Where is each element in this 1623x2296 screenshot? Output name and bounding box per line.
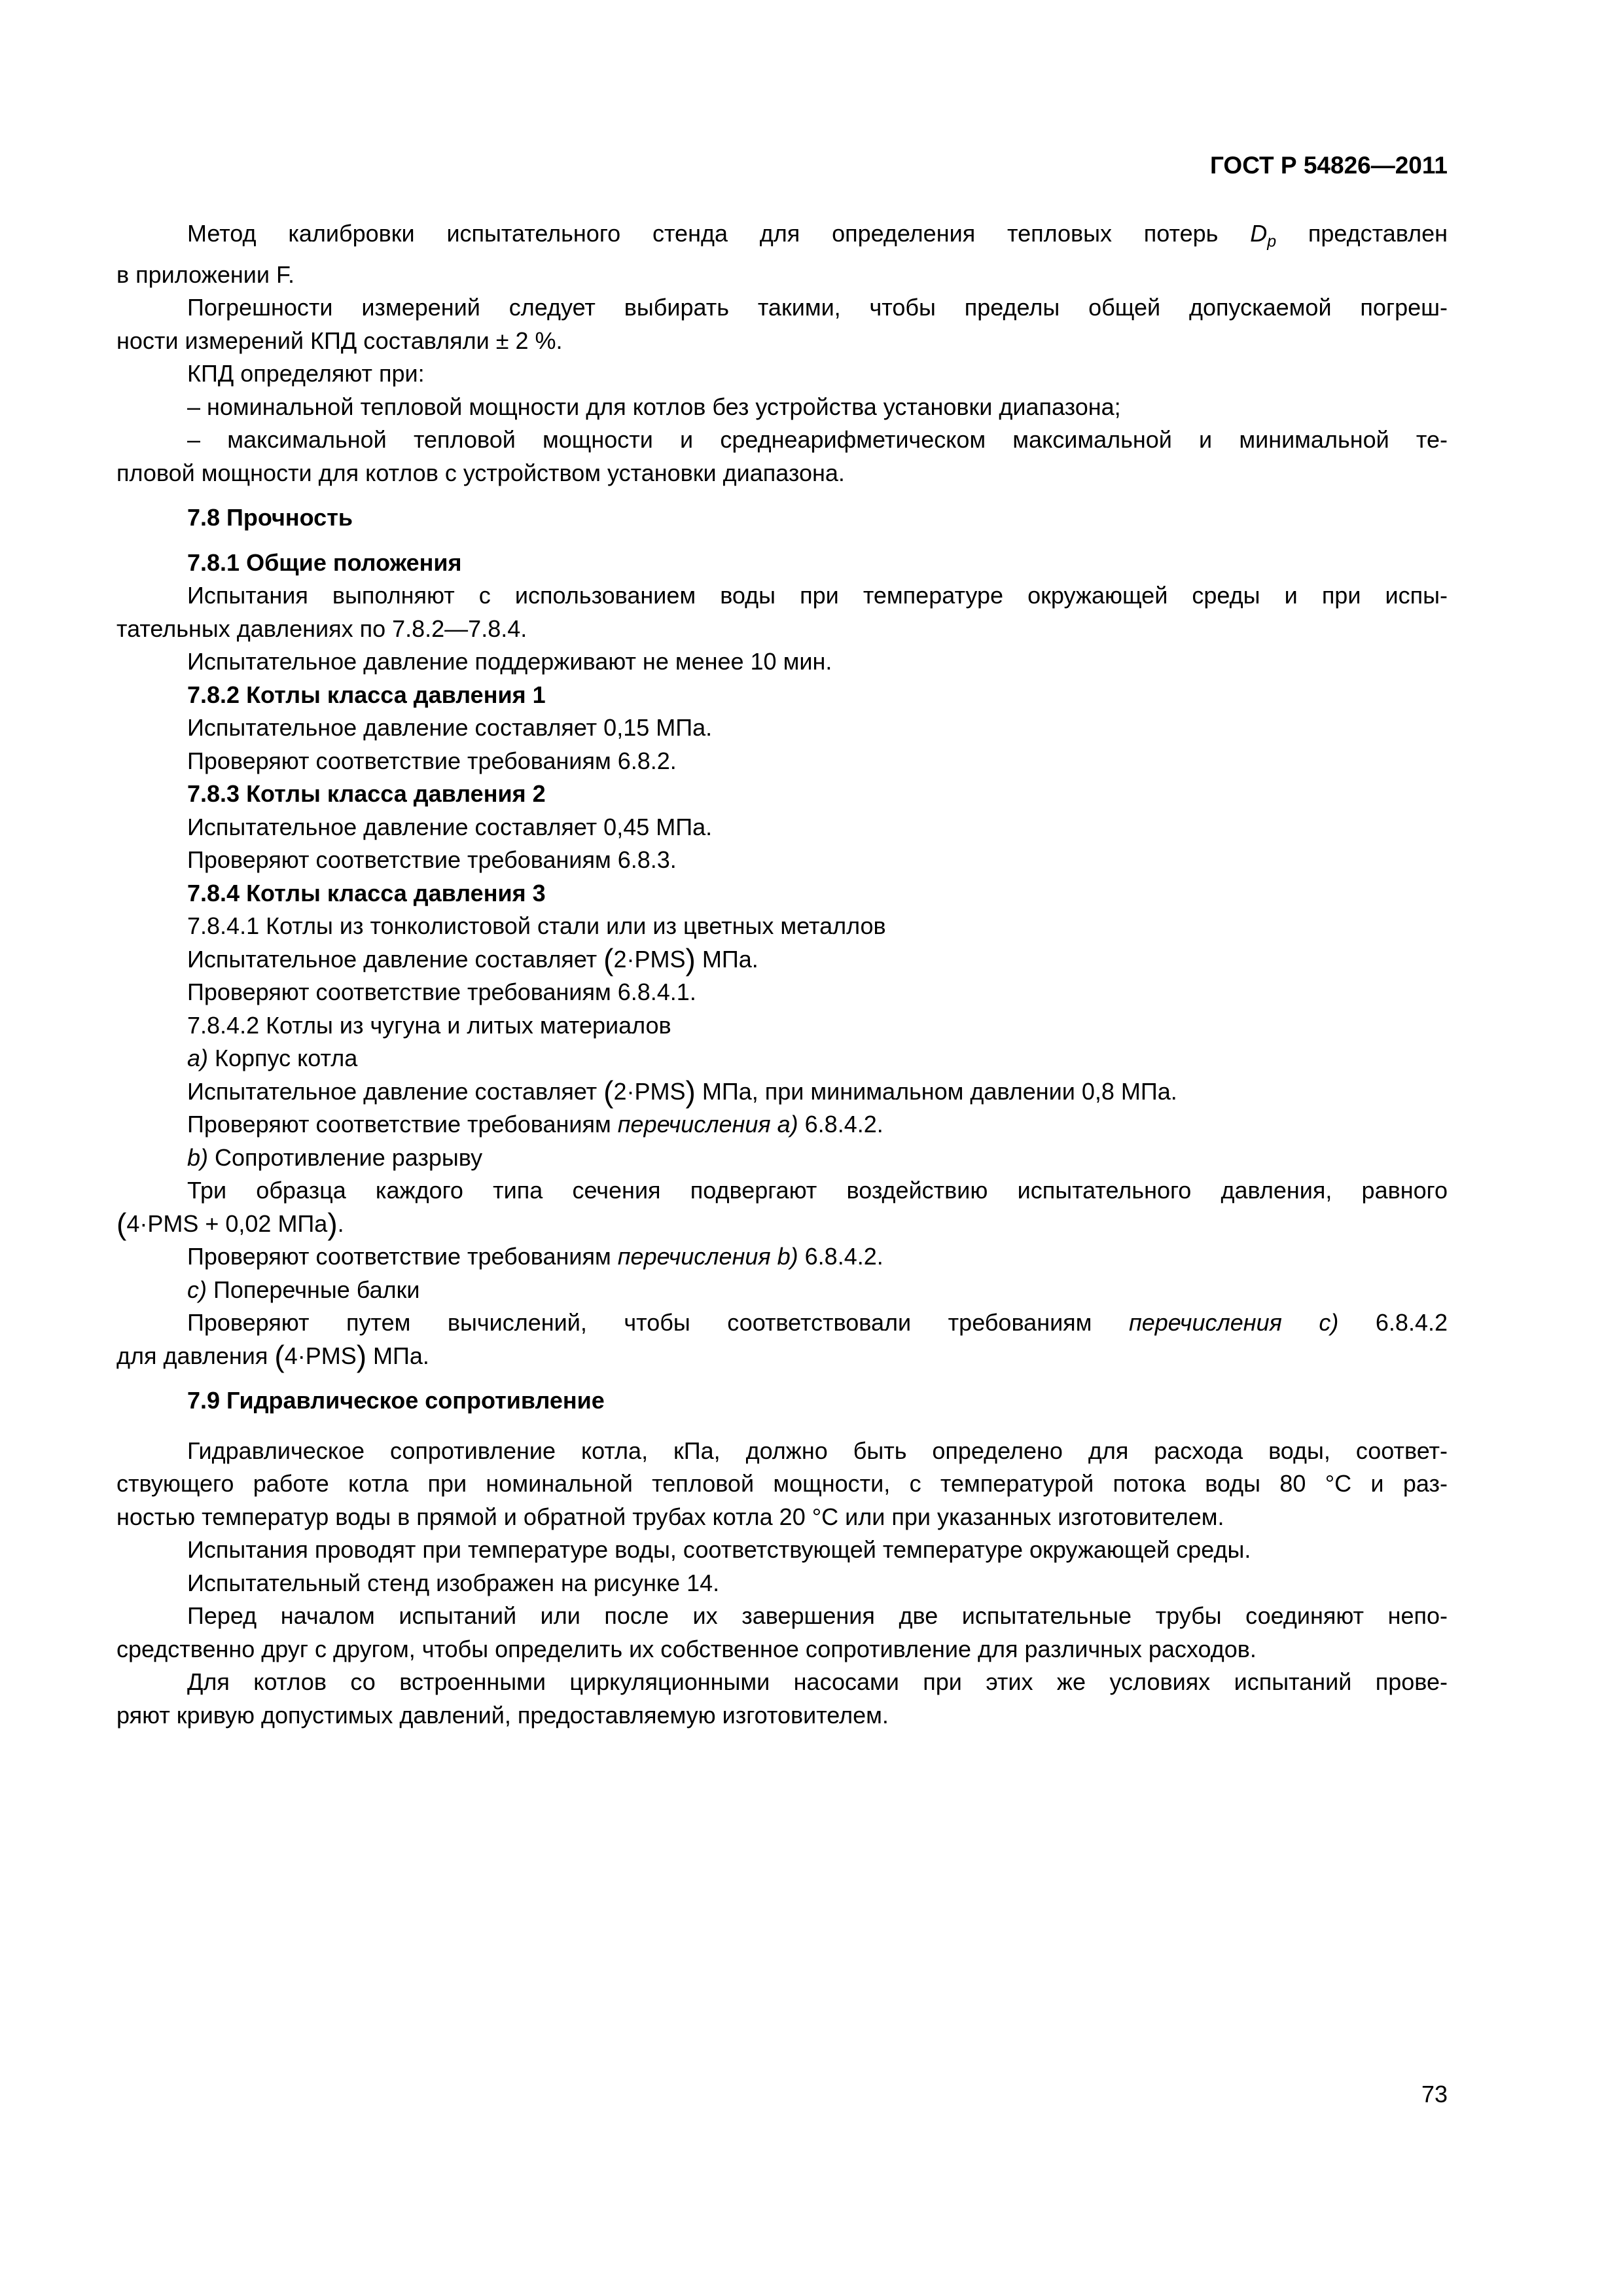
paragraph-line: Испытательное давление составляет 0,45 МПа.	[187, 813, 713, 840]
subsection-heading: 7.8.4.1 Котлы из тонколистовой стали или из цветных металлов	[187, 912, 886, 939]
paragraph-line: Гидравлическое сопротивление котла, кПа, должно быть определено для расхода воды, соответ-	[187, 1437, 1448, 1464]
paragraph-line: Проверяют соответствие требованиям 6.8.2.	[187, 747, 677, 774]
paragraph-line: Проверяют соответствие требованиям перечисления a) 6.8.4.2.	[187, 1111, 883, 1138]
section-heading-7-8: 7.8 Прочность	[187, 504, 353, 531]
paragraph-line: средственно друг с другом, чтобы определить их собственное сопротивление для различных расходов.	[116, 1635, 1257, 1662]
paragraph-line: в приложении F.	[116, 260, 294, 288]
paragraph-line: КПД определяют при:	[187, 360, 425, 387]
paragraph-line: Перед началом испытаний или после их завершения две испытательные трубы соединяют непо-	[187, 1602, 1448, 1629]
paragraph-line: Испытательное давление поддерживают не менее 10 мин.	[187, 648, 832, 675]
section-heading-7-8-2: 7.8.2 Котлы класса давления 1	[187, 681, 546, 708]
list-item: c) Поперечные балки	[187, 1276, 420, 1303]
paragraph-line: Три образца каждого типа сечения подвергают воздействию испытательного давления, равного	[187, 1177, 1448, 1204]
section-heading-7-8-1: 7.8.1 Общие положения	[187, 548, 462, 576]
paragraph-line: Проверяют соответствие требованиям 6.8.3.	[187, 846, 677, 873]
paragraph-line: Проверяют путем вычислений, чтобы соответствовали требованиям перечисления c) 6.8.4.2	[187, 1309, 1448, 1336]
document-body	[116, 217, 1448, 1732]
formula: 2·PMS	[613, 945, 686, 973]
paragraph-line: Испытательный стенд изображен на рисунке 14.	[187, 1569, 720, 1596]
paragraph-line: (4·PMS + 0,02 МПа).	[116, 1206, 344, 1241]
formula: 2·PMS	[613, 1077, 686, 1105]
paragraph-line: пловой мощности для котлов с устройством установки диапазона.	[116, 459, 845, 486]
paragraph-line: для давления (4·PMS) МПа.	[116, 1338, 429, 1373]
document-header	[116, 149, 1448, 183]
list-item: – номинальной тепловой мощности для котлов без устройства установки диапазона;	[187, 393, 1121, 420]
paragraph-line: Испытания выполняют с использованием воды при температуре окружающей среды и при испы-	[187, 582, 1448, 609]
section-heading-7-8-3: 7.8.3 Котлы класса давления 2	[187, 780, 546, 807]
variable-d: D	[1250, 220, 1268, 247]
paragraph-line: Метод калибровки испытательного стенда для определения тепловых потерь $D_p$ представлен	[187, 220, 1448, 251]
list-item: – максимальной тепловой мощности и среднеарифметическом максимальной и минимальной те-	[187, 426, 1448, 453]
paragraph-line: Для котлов со встроенными циркуляционными насосами при этих же условиях испытаний прове-	[187, 1668, 1448, 1695]
paragraph-line: Испытательное давление составляет 0,15 МПа.	[187, 714, 713, 741]
list-item: b) Сопротивление разрыву	[187, 1143, 483, 1171]
subsection-heading: 7.8.4.2 Котлы из чугуна и литых материалов	[187, 1011, 671, 1039]
paragraph-line: Испытательное давление составляет (2·PMS) МПа.	[187, 942, 758, 977]
list-item: a) Корпус котла	[187, 1045, 358, 1071]
paragraph-line: Проверяют соответствие требованиям 6.8.4.1.	[187, 978, 696, 1005]
subscript-p: p	[1267, 232, 1277, 251]
paragraph-line: Погрешности измерений следует выбирать такими, чтобы пределы общей допускаемой погреш-	[187, 294, 1448, 321]
standard-designation: ГОСТ Р 54826—2011	[1209, 152, 1448, 179]
paragraph-line: ностью температур воды в прямой и обратной трубах котла 20 °С или при указанных изготовителем.	[116, 1503, 1224, 1530]
paragraph-line: ряют кривую допустимых давлений, предоставляемую изготовителем.	[116, 1701, 889, 1729]
section-heading-7-9: 7.9 Гидравлическое сопротивление	[187, 1387, 605, 1414]
paragraph-line: Испытательное давление составляет (2·PMS) МПа, при минимальном давлении 0,8 МПа.	[187, 1074, 1177, 1109]
paragraph-line: Испытания проводят при температуре воды, соответствующей температуре окружающей среды.	[187, 1536, 1251, 1563]
formula: 4·PMS	[284, 1342, 357, 1369]
paragraph-line: ствующего работе котла при номинальной тепловой мощности, с температурой потока воды 80 °С и раз-	[116, 1470, 1448, 1497]
section-heading-7-8-4: 7.8.4 Котлы класса давления 3	[187, 879, 546, 906]
page-number: 73	[1421, 2081, 1448, 2108]
paragraph-line: ности измерений КПД составляли ± 2 %.	[116, 327, 563, 354]
paragraph-line: Проверяют соответствие требованиям перечисления b) 6.8.4.2.	[187, 1243, 883, 1270]
paragraph-line: тательных давлениях по 7.8.2—7.8.4.	[116, 615, 527, 642]
formula: 4·PMS + 0,02 МПа	[126, 1210, 328, 1237]
